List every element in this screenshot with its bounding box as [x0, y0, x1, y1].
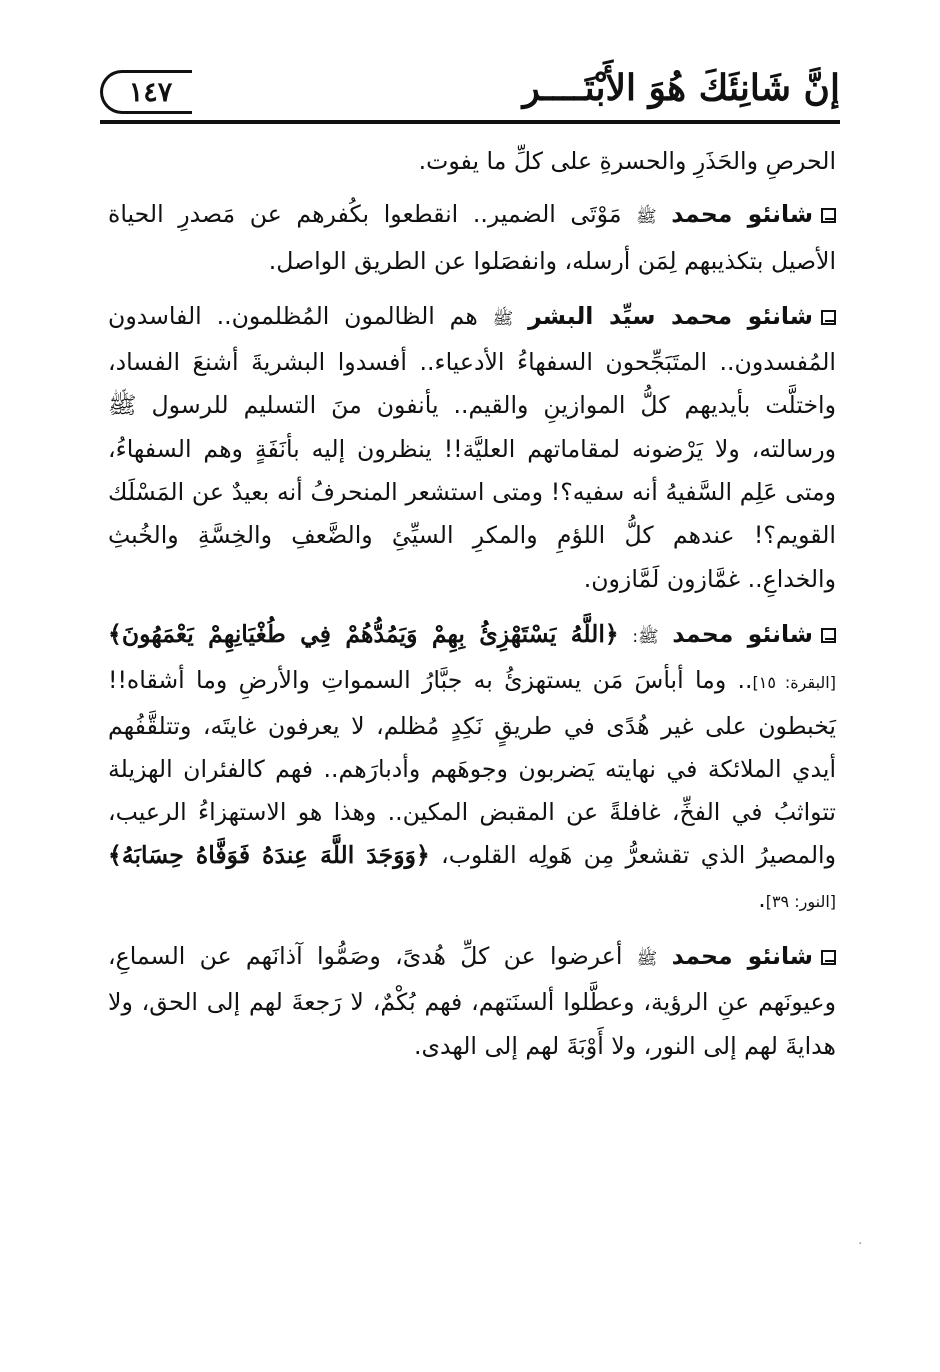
- square-bullet-icon: [821, 310, 836, 325]
- salutation-glyph: ﷺ:: [632, 626, 659, 647]
- running-title: إنَّ شَانِئَكَ هُوَ الأَبْتَــــر: [522, 67, 840, 109]
- paragraph-text: الحرصِ والحَذَرِ والحسرةِ على كلِّ ما يفوت.: [418, 147, 836, 175]
- salutation-glyph: ﷺ: [636, 949, 658, 970]
- square-bullet-icon: [821, 628, 836, 643]
- square-bullet-icon: [821, 208, 836, 223]
- paragraph-text: مَوْتَى الضمير.. انقطعوا بكُفرهم عن مَصدرِ الحياة الأصيل بتكذيبهم لِمَن أرسله، وانفصَلوا عن الطريق الواصل.: [108, 200, 836, 275]
- paragraph-lead: شانئو محمد: [671, 942, 814, 971]
- page-header: [100, 62, 840, 124]
- paragraph-tail: .: [758, 884, 766, 913]
- page-number: ١٤٧: [128, 76, 173, 108]
- paragraph-text: أعرضوا عن كلِّ هُدىً، وصَمُّوا آذانَهم عن السماعِ، وعيونَهم عنِ الرؤية، وعطَّلوا ألسنَتهم، فهم بُكْمٌ، لا رَجعةَ لهم إلى الحق، ولا هدايةَ لهم إلى النور، ولا أَوْبَةَ لهم إلى الهدى.: [108, 942, 836, 1060]
- header-rule: [100, 120, 840, 124]
- quran-verse: ﴿اللَّهُ يَسْتَهْزِئُ بِهِمْ وَيَمُدُّهُمْ فِي طُغْيَانِهِمْ يَعْمَهُونَ﴾: [108, 619, 619, 648]
- paragraph-lead: شانئو محمد: [671, 200, 814, 229]
- paragraph-4: [108, 613, 836, 923]
- paragraph-text: هم الظالمون المُظلمون.. الفاسدون المُفسدون.. المتَبَجِّحون السفهاءُ الأدعياء.. أفسدوا البشريةَ أشنعَ الفساد، واختلَّت بأيديهم كلُّ الموازينِ والقيم.. يأنفون منَ التسليم للرسول ﷺ ورسالته، ولا يَرْضونه لمقاماتهم العليَّة!! ينظرون إليه بأنَفَةٍ وهم السفهاءُ، ومتى عَلِم السَّفيهُ أنه سفيه؟! ومتى استشعر المنحرفُ أنه بعيدٌ عن المَسْلَك القويم؟! عندهم كلُّ اللؤمِ والمكرِ السيِّئِ والضَّعفِ والخِسَّةِ والخُبثِ والخداعِ.. غمَّازون لَمَّازون.: [108, 301, 836, 593]
- paragraph-5: [108, 935, 836, 1068]
- quran-verse-2: ﴿وَوَجَدَ اللَّهَ عِندَهُ فَوَفَّاهُ حِسَابَهُ﴾: [108, 841, 430, 870]
- scan-speck-icon: ·: [858, 1236, 863, 1252]
- paragraph-2: [108, 193, 836, 283]
- salutation-glyph: ﷺ: [492, 308, 514, 329]
- verse-reference-2: [النور: ٣٩]: [765, 891, 836, 911]
- paragraph-lead: شانئو محمد: [672, 619, 813, 648]
- paragraph-text: .. وما أبأسَ مَن يستهزئُ به جبَّارُ السمواتِ والأرضِ وما أشقاه!! يَخبطون على غير هُدًى في طريقٍ نَكِدٍ مُظلم، لا يعرفون غايتَه، وتتلقَّفُهم أيدي الملائكة في نهايته يَضربون وجوهَهم وأدبارَهم.. فهم كالفئران الهزيلة تتواثبُ في الفخِّ، غافلةً عن المقبض المكين.. وهذا هو الاستهزاءُ الرعيب، والمصيرُ الذي تقشعرُّ مِن هَولِه القلوب،: [108, 666, 836, 870]
- paragraph-3: [108, 295, 836, 601]
- salutation-glyph: ﷺ: [636, 207, 657, 228]
- page-body: [108, 140, 836, 1078]
- verse-reference: [البقرة: ١٥]: [752, 673, 836, 693]
- square-bullet-icon: [821, 950, 836, 965]
- page-number-badge: [100, 70, 192, 114]
- paragraph-lead: شانئو محمد سيِّد البشر: [528, 301, 813, 330]
- paragraph-1: [108, 140, 836, 183]
